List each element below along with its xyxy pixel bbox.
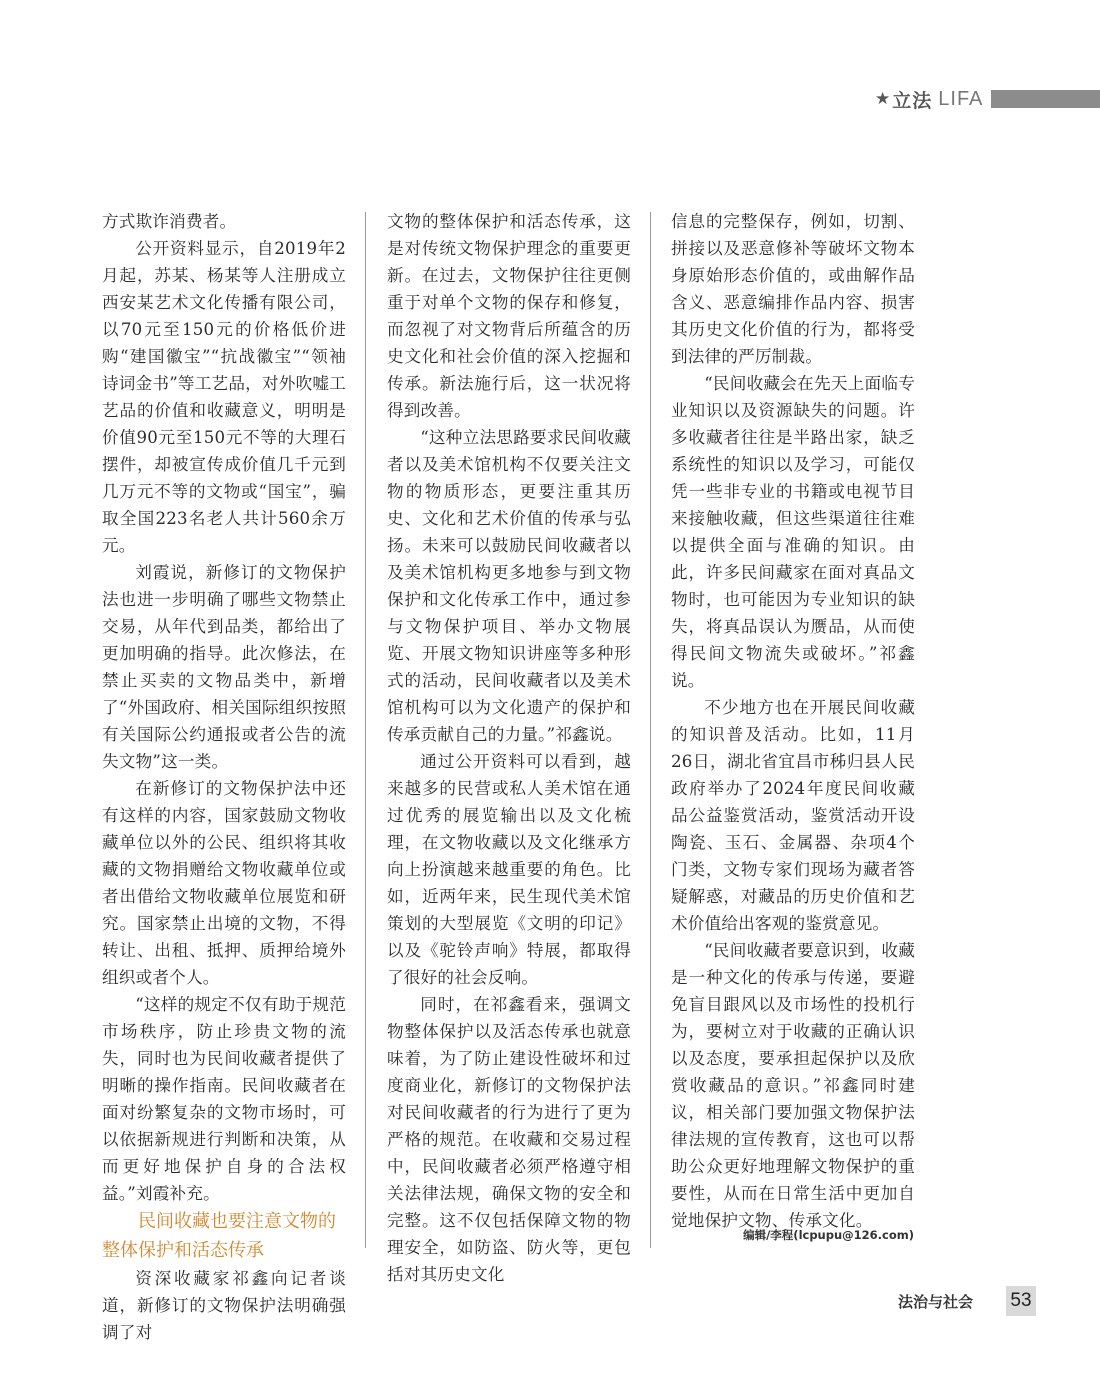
page-number: 53 bbox=[1006, 1286, 1036, 1316]
column-divider bbox=[365, 212, 366, 1248]
paragraph: 在新修订的文物保护法中还有这样的内容，国家鼓励文物收藏单位以外的公民、组织将其收藏的文物捐赠给文物收藏单位或者出借给文物收藏单位展览和研究。国家禁止出境的文物，不得转让、出租、抵押、质押给境外组织或者个人。 bbox=[102, 779, 346, 987]
subheading-line-2: 整体保护和活态传承 bbox=[102, 1240, 264, 1261]
section-title-en: LIFA bbox=[938, 87, 984, 110]
paragraph: 公开资料显示，自2019年2月起，苏某、杨某等人注册成立西安某艺术文化传播有限公司，以70元至150元的价格低价进购“建国徽宝”“抗战徽宝”“领袖诗词金书”等工艺品，对外吹嘘工艺品的价值和收藏意义，明明是价值90元至150元不等的大理石摆件，却被宣传成价值几千元到几万元不等的文物或“国宝”，骗取全国223名老人共计560余万元。 bbox=[102, 239, 346, 555]
paragraph: 方式欺诈消费者。 bbox=[102, 212, 237, 231]
paragraph: “这种立法思路要求民间收藏者以及美术馆机构不仅要关注文物的物质形态，更要注重其历史、文化和艺术价值的传承与弘扬。未来可以鼓励民间收藏者以及美术馆机构更多地参与到文物保护和文化传承工作中，通过参与文物保护项目、举办文物展览、开展文物知识讲座等多种形式的活动，民间收藏者以及美术馆机构可以为文化遗产的保护和传承贡献自己的力量。”祁鑫说。 bbox=[387, 428, 631, 744]
paragraph: 信息的完整保存，例如，切割、拼接以及恶意修补等破坏文物本身原始形态价值的，或曲解作品含义、恶意编排作品内容、损害其历史文化价值的行为，都将受到法律的严厉制裁。 bbox=[671, 212, 915, 366]
editor-credit: 编辑/李程(lcpupu@126.com) bbox=[743, 1228, 914, 1242]
paragraph: “民间收藏者要意识到，收藏是一种文化的传承与传递，要避免盲目跟风以及市场性的投机行为，要树立对于收藏的正确认识以及态度，要承担起保护以及欣赏收藏品的意识。”祁鑫同时建议，相关部门要加强文物保护法律法规的宣传教育，这也可以帮助公众更好地理解文物保护的重要性，从而在日常生活中更加自觉地保护文物、传承文化。 bbox=[671, 941, 915, 1230]
section-header bbox=[875, 86, 1100, 112]
section-title-cn: 立法 bbox=[892, 89, 933, 112]
article-column-3 bbox=[671, 208, 915, 1234]
paragraph: “民间收藏会在先天上面临专业知识以及资源缺失的问题。许多收藏者往往是半路出家，缺乏系统性的知识以及学习，可能仅凭一些非专业的书籍或电视节目来接触收藏，但这些渠道往往难以提供全面与准确的知识。由此，许多民间藏家在面对真品文物时，也可能因为专业知识的缺失，将真品误认为赝品，从而使得民间文物流失或破坏。”祁鑫说。 bbox=[671, 374, 915, 690]
paragraph: 刘霞说，新修订的文物保护法也进一步明确了哪些文物禁止交易，从年代到品类，都给出了更加明确的指导。此次修法，在禁止买卖的文物品类中，新增了“外国政府、相关国际组织按照有关国际公约通报或者公告的流失文物”这一类。 bbox=[102, 563, 346, 771]
article-column-1 bbox=[102, 208, 346, 1346]
article-column-2 bbox=[387, 208, 631, 1288]
section-header-bar bbox=[991, 90, 1100, 108]
paragraph: 文物的整体保护和活态传承，这是对传统文物保护理念的重要更新。在过去，文物保护往往更侧重于对单个文物的保存和修复，而忽视了对文物背后所蕴含的历史文化和社会价值的深入挖掘和传承。新法施行后，这一状况将得到改善。 bbox=[387, 212, 631, 420]
paragraph: 通过公开资料可以看到，越来越多的民营或私人美术馆在通过优秀的展览输出以及文化梳理，在文物收藏以及文化继承方向上扮演越来越重要的角色。比如，近两年来，民生现代美术馆策划的大型展览《文明的印记》以及《驼铃声响》特展，都取得了很好的社会反响。 bbox=[387, 752, 631, 987]
paragraph: 资深收藏家祁鑫向记者谈道，新修订的文物保护法明确强调了对 bbox=[102, 1269, 346, 1342]
star-icon: ★ bbox=[875, 88, 891, 109]
paragraph: 同时，在祁鑫看来，强调文物整体保护以及活态传承也就意味着，为了防止建设性破坏和过度商业化，新修订的文物保护法对民间收藏者的行为进行了更为严格的规范。在收藏和交易过程中，民间收藏者必须严格遵守相关法律法规，确保文物的安全和完整。这不仅包括保障文物的物理安全，如防盗、防火等，更包括对其历史文化 bbox=[387, 995, 631, 1284]
column-divider bbox=[650, 212, 651, 1248]
magazine-name: 法治与社会 bbox=[898, 1293, 974, 1311]
section-subheading bbox=[102, 1207, 346, 1265]
paragraph: 不少地方也在开展民间收藏的知识普及活动。比如，11月26日，湖北省宜昌市秭归县人民政府举办了2024年度民间收藏品公益鉴赏活动，鉴赏活动开设陶瓷、玉石、金属器、杂项4个门类，文物专家们现场为藏者答疑解惑，对藏品的历史价值和艺术价值给出客观的鉴赏意见。 bbox=[671, 698, 915, 933]
subheading-line-1: 民间收藏也要注意文物的 bbox=[138, 1211, 336, 1232]
paragraph: “这样的规定不仅有助于规范市场秩序，防止珍贵文物的流失，同时也为民间收藏者提供了明晰的操作指南。民间收藏者在面对纷繁复杂的文物市场时，可以依据新规进行判断和决策，从而更好地保护自身的合法权益。”刘霞补充。 bbox=[102, 995, 346, 1203]
